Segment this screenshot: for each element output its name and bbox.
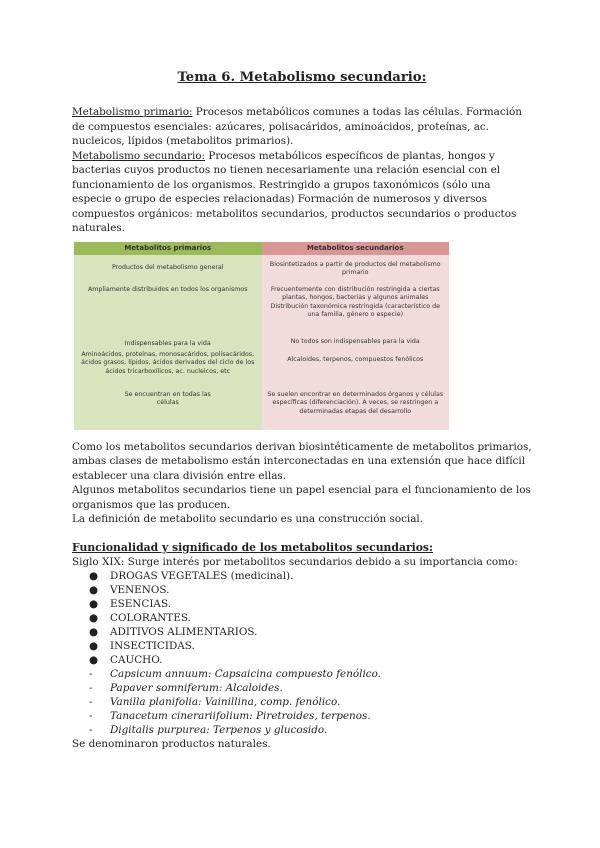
paragraph: La definición de metabolito secundario es una construcción social. xyxy=(72,513,424,525)
table-row xyxy=(74,337,449,350)
table-header-secundarios: Metabolitos secundarios xyxy=(262,242,450,255)
list-item: ● DROGAS VEGETALES (medicinal). xyxy=(89,570,294,582)
bullet-icon: ● xyxy=(89,626,99,638)
table-cell: Se suelen encontrar en determinados órganos y células específicas (diferenciación). A veces, se restringen a determinadas etapas del desarrollo xyxy=(262,390,450,430)
section-intro: Siglo XIX: Surge interés por metabolitos secundarios debido a su importancia como: xyxy=(72,555,518,568)
bullet-list xyxy=(72,569,532,667)
dash-icon: - xyxy=(89,724,93,736)
bullet-icon: ● xyxy=(89,570,99,582)
dash-icon: - xyxy=(89,710,93,722)
page-title: Tema 6. Metabolismo secundario: xyxy=(177,70,427,85)
table-row xyxy=(74,390,449,430)
paragraph: Algunos metabolitos secundarios tiene un papel esencial para el funcionamiento de los organismos que las producen. xyxy=(72,484,531,511)
list-item: - Vanilla planifolia: Vainillina, comp. fenólico. xyxy=(89,696,341,708)
table-row xyxy=(74,255,449,285)
table-cell: No todos son indispensables para la vida xyxy=(262,337,450,350)
def-primario-term: Metabolismo primario: xyxy=(72,106,193,118)
list-item: - Papaver somniferum: Alcaloides. xyxy=(89,682,283,694)
bullet-icon: ● xyxy=(89,654,99,666)
list-item: ● VENENOS. xyxy=(89,584,170,596)
table-row xyxy=(74,350,449,390)
def-primario xyxy=(72,105,532,149)
bullet-icon: ● xyxy=(89,584,99,596)
comparison-table xyxy=(74,242,449,430)
table-cell: Aminoácidos, proteínas, monosacáridos, polisacáridos, ácidos grasos, lípidos, ácidos derivados del ciclo de los ácidos tricarboxílicos, ac. nucleicos, etc xyxy=(74,350,262,390)
table-cell: Biosintetizados a partir de productos del metabolismo primario xyxy=(262,255,450,285)
list-item: ● CAUCHO. xyxy=(89,654,163,666)
def-primario-text: Procesos metabólicos comunes a todas las células. Formación de compuestos esenciales: azúcares, polisacáridos, aminoácidos, proteínas, ac. nucleicos, lípidos (metabolitos primarios). xyxy=(72,106,522,147)
dash-list xyxy=(72,667,532,737)
table-cell: Productos del metabolismo general xyxy=(74,255,262,285)
list-item: ● ESENCIAS. xyxy=(89,598,171,610)
dash-icon: - xyxy=(89,668,93,680)
dash-icon: - xyxy=(89,696,93,708)
list-item: ● INSECTICIDAS. xyxy=(89,640,195,652)
document-page xyxy=(72,70,532,752)
list-item: - Capsicum annuum: Capsaicina compuesto fenólico. xyxy=(89,668,381,680)
def-secundario-term: Metabolismo secundario: xyxy=(72,149,206,162)
list-item: - Tanacetum cinerariifolium: Piretroides, terpenos. xyxy=(89,710,371,722)
closing-line: Se denominaron productos naturales. xyxy=(72,738,271,750)
bullet-icon: ● xyxy=(89,612,99,624)
def-secundario xyxy=(72,149,532,236)
table-cell: Ampliamente distribuidos en todos los organismos xyxy=(74,285,262,337)
paragraph: Como los metabolitos secundarios derivan biosintéticamente de metabolitos primarios, ambas clases de metabolismo están interconectadas en una extensión que hace difícil establecer una clara división entre ellas. xyxy=(72,440,532,482)
bullet-icon: ● xyxy=(89,640,99,652)
bullet-icon: ● xyxy=(89,598,99,610)
def-secundario-text: Procesos metabólicos específicos de plantas, hongos y bacterias cuyos productos no tienen necesariamente una relación esencial con el funcionamiento de los organismos. Restringido a grupos taxonómicos (sólo una especie o grupo de especies relacionadas) Formación de numerosos y diversos compuestos orgánicos: metabolitos secundarios, productos secundarios o productos naturales. xyxy=(72,149,517,234)
section-title: Funcionalidad y significado de los metabolitos secundarios: xyxy=(72,540,433,554)
dash-icon: - xyxy=(89,682,93,694)
list-item: ● COLORANTES. xyxy=(89,612,191,624)
table-cell: Se encuentran en todas las células xyxy=(74,390,262,430)
list-item: ● ADITIVOS ALIMENTARIOS. xyxy=(89,626,258,638)
table-row xyxy=(74,285,449,337)
table-cell: Frecuentemente con distribución restringida a ciertas plantas, hongos, bacterias y algunos animales Distribución taxonómica restringida (característico de una familia, género o especie) xyxy=(262,285,450,337)
table-cell: Indispensables para la vida xyxy=(74,337,262,350)
table-header-primarios: Metabolitos primarios xyxy=(74,242,262,255)
list-item: - Digitalis purpurea: Terpenos y glucosido. xyxy=(89,724,328,736)
table-cell: Alcaloides, terpenos, compuestos fenólicos xyxy=(262,350,450,390)
